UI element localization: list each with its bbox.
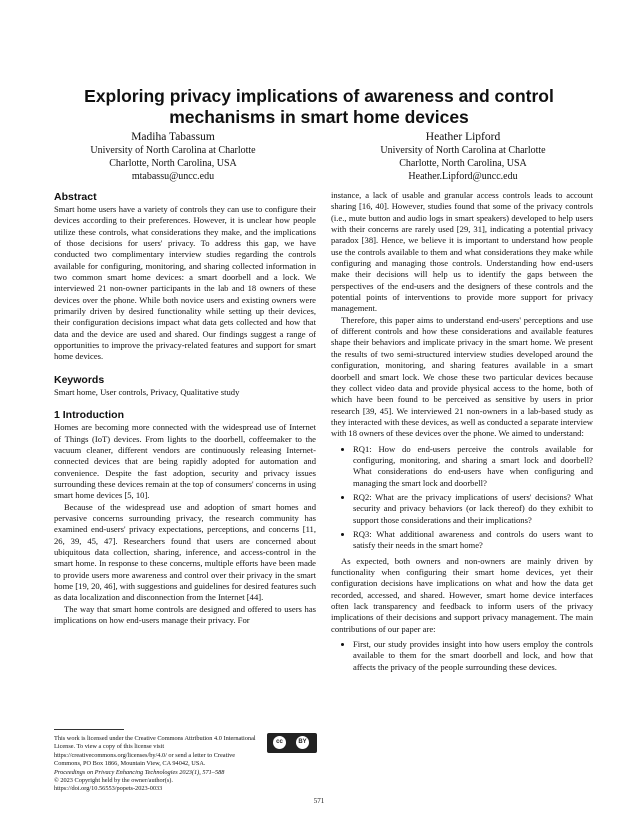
left-column [54,190,316,626]
research-questions-list [331,444,593,552]
author-email[interactable]: mtabassu@uncc.edu [131,171,215,182]
body-paragraph: Therefore, this paper aims to understand end-users' perceptions and use of different controls and how these considerations and available features shape their behaviors and implicate privacy in the smart home. We present the results of two semi-structured interview studies developed around the configuration, monitoring, and sharing features available in a smart doorbell and smart lock. We chose these two particular devices because they collect video data and provide physical access to the home, both of which have been found to be perceived as sensitive by users in prior research [39, 45]. We interviewed 21 non-owners in a lab-based study as they interacted with these devices, as well as conducted a separate interview with 18 owners of these devices over the phone. We aimed to understand: [331,314,594,439]
author-name: Heather Lipford [425,131,501,143]
body-paragraph: instance, a lack of usable and granular access controls leads to account sharing [16, 40]. However, studies found that some of the privacy controls (i.e., mute button and audio logs in smart speakers) developed to help users with their concerns are rarely used [29, 31], indicating a potential privacy paradox [38]. Hence, we believe it is important to understand how people use the controls available to them and what considerations they make while configuring and managing those controls. Understanding how end-users make their decisions will help us to identify the gaps between the perspectives of the end-users and the designers of these controls and the potential points of interventions to provide more support for privacy management. [331,190,593,314]
list-item: • RQ1: How do end-users perceive the controls available for configuring, monitoring, and sharing a smart lock and doorbell? What considerations do end-users have when configuring and managing the smart lock and doorbell? [353,444,593,489]
list-item: • RQ3: What additional awareness and controls do users want to satisfy their needs in the smart home? [353,529,593,552]
intro-paragraph: The way that smart home controls are designed and offered to users has implications on how end-users manage their privacy. For [54,603,316,625]
introduction-heading: 1 Introduction [54,409,124,422]
keywords-heading: Keywords [54,373,105,386]
list-item: • RQ2: What are the privacy implications of users' decisions? What security and privacy behaviors (or lack thereof) do they exhibit to support those considerations and their implications? [353,492,593,526]
author-block-2 [318,130,608,183]
keywords-text: Smart home, User controls, Privacy, Qualitative study [54,386,240,397]
doi-link[interactable]: https://doi.org/10.56553/popets-2023-0033 [54,785,163,793]
list-item: • First, our study provides insight into how users employ the controls available to them for the smart doorbell and lock, and how that affects the privacy of the people surrounding these devices. [353,639,593,673]
intro-paragraph: Because of the widespread use and adoption of smart homes and pervasive concerns surrounding privacy, the research community has examined end-users' privacy expectations, perceptions, and concerns [11, 26, 39, 45, 47]. Researchers found that users are concerned about ubiquitous data collection, sharing, inference, and access-control in the smart home. In response to these concerns, multiple efforts have been made to provide users more awareness and control over their privacy in the smart home [19, 20, 46], with suggestions and guidelines for desired features such as data localization and disconnection from the Internet [44]. [54,501,316,603]
abstract-heading: Abstract [54,191,97,203]
by-icon: BY [296,736,309,749]
right-column [331,190,593,676]
author-affiliation: University of North Carolina at Charlotte [90,145,256,156]
copyright-text: © 2023 Copyright held by the owner/author(s). [54,777,173,785]
author-location: Charlotte, North Carolina, USA [109,158,237,169]
intro-paragraph: Homes are becoming more connected with the widespread use of Internet of Things (IoT) devices. From lights to the doorbell, coffeemaker to the vacuum cleaner, different vendors are continuously releasing Internet-connected devices that are being rapidly adopted for automation and convenience. Despite the fast adoption, security and privacy issues surrounding these devices remain at the top of consumers' concerns in using smart home devices [5, 10]. [54,422,316,501]
body-paragraph: As expected, both owners and non-owners are mainly driven by functionality when configuring their smart home devices, yet their configuration decisions have implications on what and how the data get recorded, accessed, and shared. However, smart home device interfaces often lack transparency and feedback to inform users of the privacy implications of their decisions and support privacy management. The main contributions of our paper are: [331,555,593,634]
author-affiliation: University of North Carolina at Charlotte [380,145,546,156]
footnote-rule [54,729,124,730]
cc-icon: cc [273,736,286,749]
author-block-1 [28,130,318,183]
abstract-text: Smart home users have a variety of controls they can use to configure their devices according to their preferences. However, it is unclear how people utilize these controls, what considerations they make, and the implications of those decisions for users' privacy. To address this gap, we have conducted two complimentary interview studies regarding the controls available for configuring, monitoring, and sharing collected information in two common smart home devices: a smart doorbell and a lock. We interviewed 21 non-owner participants in the lab and 18 owners of these devices over the phone. While both novice users and existing owners were primarily driven by desired functionality while setting up their devices, their configuration decisions impact what data gets collected and how that data and the device are used and shared. Our findings suggest a range of opportunities to improve the privacy-related features and support for smart home devices. [54,204,316,362]
license-footer [54,735,316,794]
author-email[interactable]: Heather.Lipford@uncc.edu [408,171,518,182]
cc-by-badge[interactable] [267,733,317,753]
author-location: Charlotte, North Carolina, USA [399,158,527,169]
page-number: 571 [313,797,325,805]
license-text: This work is licensed under the Creative Commons Attribution 4.0 International License. To view a copy of this license visit https://creativecommons.org/licenses/by/4.0/ or send a letter to Creative Commons, PO Box 1866, Mountain View, CA 94042, USA. [54,735,256,768]
author-name: Madiha Tabassum [131,131,215,143]
paper-title: Exploring privacy implications of awareness and control mechanisms in smart home devices [84,86,554,127]
contributions-list [331,639,593,673]
proceedings-text: Proceedings on Privacy Enhancing Technologies 2023(1), 571–588 [54,768,225,776]
